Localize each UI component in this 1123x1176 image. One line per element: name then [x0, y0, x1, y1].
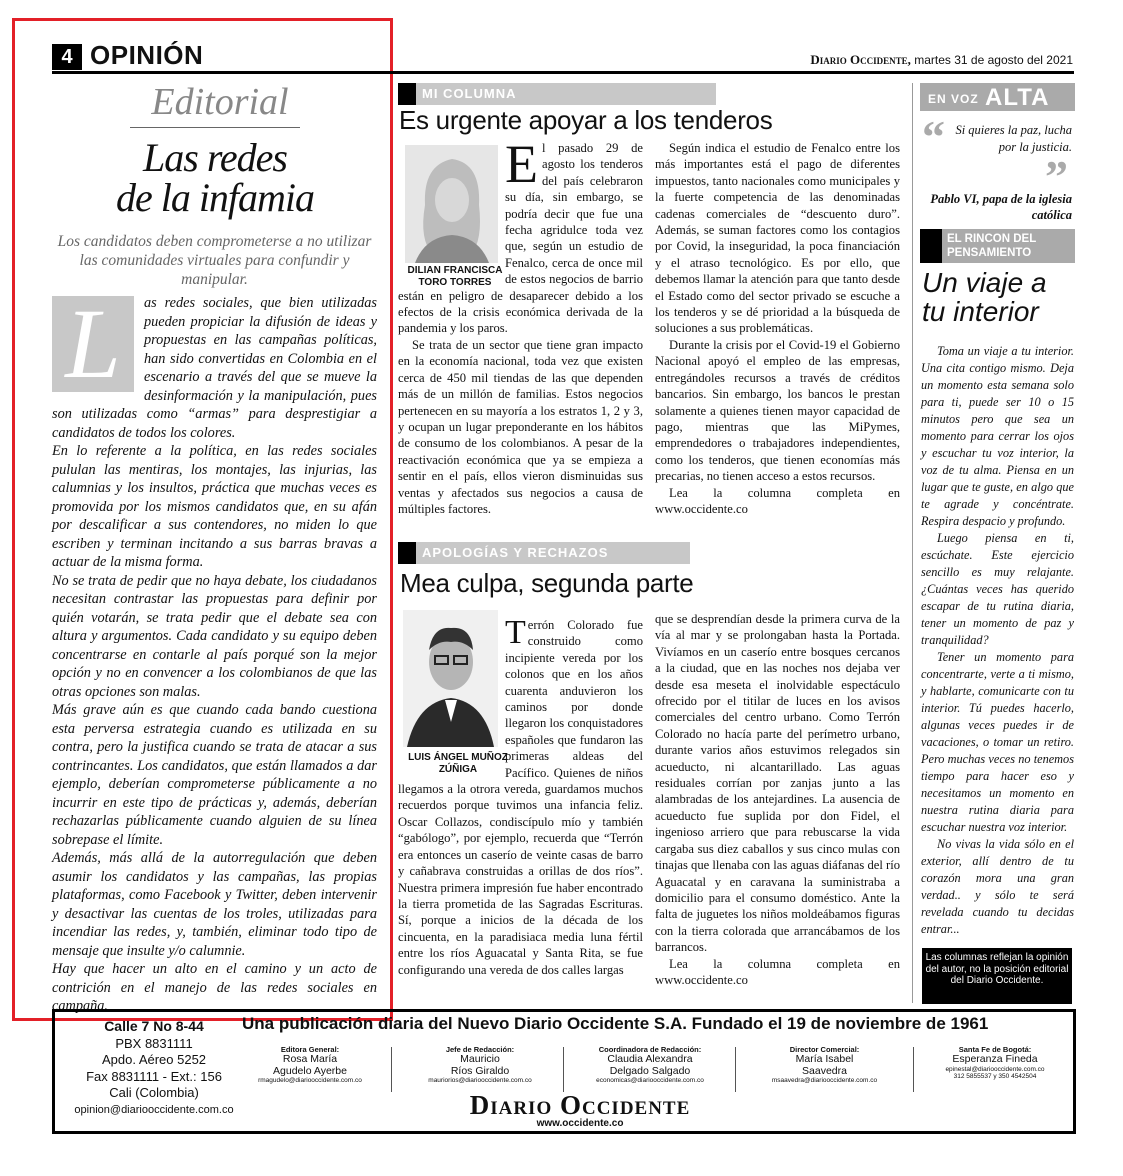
column1-paragraph: Durante la crisis por el Covid-19 el Gobierno Nacional apoyó el empleo de las empresas, entregándoles recursos a través de créditos bancarios. Sin embargo, los bancos le prestan solamente a quienes tienen mayor capacidad de pago, mientras que las MiPymes, emprendedores o trabajadores independientes, como los tenderos, que tienen economías más precarias, no tienen acceso a estos recursos.: [655, 337, 900, 484]
editorial-label: Editorial: [151, 81, 289, 123]
diario-occidente-logo: Diario Occidente: [469, 1090, 691, 1120]
rincon-tag: EL RINCON DEL PENSAMIENTO: [920, 229, 1075, 263]
editorial-body: [52, 288, 377, 1016]
editorial-paragraph: L as redes sociales, que bien utilizadas pueden propiciar la difusión de ideas y propuestas en las campañas políticas, han sido convertidas en Colombia en el escenario a través del que se mueve la desinformación y la manipulación, pues son utilizadas como “armas” para desprestigiar a candidatos de todos los colores.: [52, 288, 377, 441]
footer-contact: [54, 1018, 254, 1118]
author-caption-toro: DILIAN FRANCISCA TORO TORRES: [407, 265, 503, 288]
column2-paragraph: Terrón Colorado fue construido como incipiente vereda por los colonos que en los años cuarenta anduvieron los caminos por donde llegaron los conquistadores españoles que fundaron las primeras aldeas del Pacífico. Quienes de niños llegamos a la otrora vereda, guardamos muchos recuerdos porque tuvimos una infancia feliz. Oscar Collazos, condiscípulo mío y también “gabólogo”, por ejemplo, recuerda que “Terrón era entonces un caserío de veinte casas de barro y cañabrava construidas a orillas de dos ríos”. Nuestra primera impresión fue haber encontrado la tierra prometida de las Sagradas Escrituras. Sí, porque a inicios de la década de los cincuenta, en la paradisiaca media luna fértil entre los ríos Aguacatal y Santa Rita, se fue configurando una vereda de dos calles largas: [398, 614, 643, 977]
quote-author: Pablo VI, papa de la iglesia católica: [930, 192, 1072, 222]
rincon-paragraph: No vivas la vida sólo en el exterior, allí dentro de tu corazón mora una gran verdad.. y sólo te será revelada cuando tu decidas entrar...: [921, 837, 1074, 936]
section-title: OPINIÓN: [90, 40, 204, 70]
rincon-paragraph: Luego piensa en ti, escúchate. Este ejercicio sencillo es muy relajante. ¿Cuántas veces has querido escapar de tu rutina diaria, tener un momento de paz y tranquilidad?: [921, 531, 1074, 647]
editorial-title: [60, 135, 370, 220]
disclaimer-box: Las columnas reflejan la opinión del autor, no la posición editorial del Diario Occidente.: [922, 948, 1072, 1004]
staff-divider: [563, 1047, 564, 1092]
column1-tag: MI COLUMNA: [398, 83, 716, 105]
footer-address: Calle 7 No 8-44: [104, 1018, 204, 1034]
column2-title: Mea culpa, segunda parte: [400, 568, 694, 598]
editorial-paragraph: Además, más allá de la autorregulación que deben asumir los candidatos y las campañas, las propias plataformas, como Facebook y Twitter, deben intervenir y desactivar las cuentas de los troles, utilizadas para incendiar las redes, y, también, eliminar todo tipo de mensaje que insulte y/o calumnie.: [52, 850, 377, 959]
rincon-body: [921, 343, 1074, 938]
page-number: 4: [52, 44, 82, 70]
footer-pbx: PBX 8831111: [115, 1035, 193, 1051]
editorial-rule: [130, 127, 300, 128]
column2-tag: APOLOGÍAS Y RECHAZOS: [398, 542, 690, 564]
column1-paragraph: Se trata de un sector que tiene gran impacto en la economía nacional, toda vez que existen cerca de 450 mil tiendas de las que dependen más de un millón de familias. Estos negocios pertenecen en su mayoría a los estratos 1, 2 y 3, y ocupan un lugar preponderante en los hábitos de consumo de los colombianos. A pesar de la reactivación económica que ya se empieza a sentir en el país, ellos vieron disminuidas sus ventas y afectados sus negocios a causa de múltiples factores.: [398, 337, 643, 516]
editorial-paragraph: No se trata de pedir que no haya debate, los ciudadanos necesitan contrastar las propuestas para definir por quién votarán, se trata pedir que el debate sea con altura y argumentos. Cada candidato y su equipo deben concentrarse en contarle al país porqué son la mejor opción y no en convencer a los colombianos de que las otras opciones son malas.: [52, 572, 377, 700]
editorial-paragraph: Hay que hacer un alto en el camino y un acto de contrición en el manejo de las redes sociales en campaña.: [52, 961, 377, 1014]
paper-name: Diario Occidente,: [810, 52, 911, 67]
footer-url[interactable]: www.occidente.co: [536, 1118, 624, 1129]
rincon-title: Un viaje a tu interior: [922, 267, 1047, 327]
date: martes 31 de agosto del 2021: [914, 53, 1073, 67]
footer-email[interactable]: opinion@diariooccidente.com.co: [74, 1103, 234, 1116]
en-voz-alta-tag: EN VOZ ALTA: [920, 83, 1075, 111]
column1-title: Es urgente apoyar a los tenderos: [399, 105, 773, 135]
open-quote-icon: “: [922, 111, 945, 162]
staff-comercial: Director Comercial: María Isabel Saavedra msaavedra@diariooccidente.com.co: [771, 1045, 878, 1084]
editorial-title-line1: Las redes: [143, 135, 287, 180]
read-more-link[interactable]: Lea la columna completa en www.occidente.co: [655, 485, 900, 516]
editorial-dropcap: L: [52, 296, 134, 392]
column1-paragraph: Según indica el estudio de Fenalco entre los más importantes está el pago de diferentes impuestos, tanto nacionales como municipales y la fuerte competencia de las denominadas cadenas comerciales de “descuento duro”. Además, se suman factores como los contagios por Covid, la inseguridad, la poca financiación y el atraso tecnológico. Es por ello, que debemos llamar la atención para que tanto desde el Estado como del sector privado se escuche a los tenderos y se dé prioridad a la búsqueda de soluciones a sus problemáticas.: [655, 141, 900, 336]
footer-apdo: Apdo. Aéreo 5252: [101, 1052, 207, 1067]
footer-headline: Una publicación diaria del Nuevo Diario Occidente S.A. Fundado el 19 de noviembre de 1961: [242, 1014, 989, 1033]
staff-divider: [913, 1047, 914, 1092]
staff-divider: [391, 1047, 392, 1092]
column1-left-text: [398, 134, 643, 517]
staff-bogota: Santa Fe de Bogotá: Esperanza Fineda epinestal@diariooccidente.com.co 312 5855537 y 350 4542504: [945, 1045, 1045, 1080]
column1-paragraph: El pasado 29 de agosto los tenderos del país celebraron su día, sin embargo, se podría decir que fue una fecha agridulce toda vez que, según un estudio de Fenalco, cerca de once mil de estos negocios de barrio están en peligro de desaparecer debido a los efectos de la crisis económica derivada de la pandemia y los paros.: [398, 134, 643, 336]
editorial-paragraph: Más grave aún es que cuando cada bando cuestiona esta perversa estrategia cuando es utilizada en su contra, pero la justifica cuando se trata de atacar a sus contrincantes. Los candidatos, que están llamados a dar ejemplo, deberían comprometerse públicamente a no incurrir en este tipo de prácticas y, además, deberían rechazarlas públicamente cuando alguien de su línea sobrepase el límite.: [52, 702, 377, 848]
quote-text: Si quieres la paz, lucha por la justicia.: [955, 123, 1072, 154]
close-quote-icon: ”: [1045, 151, 1068, 202]
staff-coordinadora: Coordinadora de Redacción: Claudia Alexandra Delgado Salgado economicas@diariooccidente.com.co: [596, 1045, 704, 1084]
footer-fax: Fax 8831111 - Ext.: 156: [86, 1068, 222, 1084]
column1-dropcap: E: [505, 134, 538, 194]
dateline: [810, 52, 1073, 68]
editorial-paragraph: En lo referente a la política, en las redes sociales pululan las mentiras, los montajes, las injurias, las calumnias y los insultos, práctica que muchas veces es promovida por los mismos candidatos que, en su afán por descalificar a sus contendores, no miden lo que escriben y terminan incitando a sus barras bravas a actuar de la misma forma.: [52, 443, 377, 570]
rincon-paragraph: Tener un momento para concentrarte, verte a ti mismo, y hablarte, comunicarte con tu interior. Tú puedes hacerlo, algunas veces puedes ir de vacaciones, o tomar un retiro. Pero muchas veces no tenemos tiempo para hacer eso y necesitamos un momento en nuestra rutina diaria para escuchar nuestra voz interior.: [921, 650, 1074, 834]
column-divider: [912, 83, 913, 1003]
editorial-title-line2: de la infamia: [115, 175, 315, 220]
column2-paragraph: que se desprendían desde la primera curva de la vía al mar y se prolongaban hasta la Portada. Vivíamos en un caserío entre bosques cercanos a la ciudad, que en las noches nos dejaba ver desde esa meseta el inolvidable espectáculo ofrecido por el titilar de luces en los avisos comerciales del centro urbano. Como Terrón Colorado no hacía parte del perímetro urbano, durante varios años estuvimos relegados sin acueducto, ni alcantarillado. Las aguas residuales corrían por zanjas junto a las alambradas de los antejardines. La ausencia de acueducto fue suplida por don Fidel, el ingenioso arriero que para rebuscarse la vida cargaba sus diez caballos y sus cinco mulas con tinajas que llenaba con las aguas diáfanas del río Aguacatal y en caravana la suministraba a domicilio para el consumo doméstico. Ante la falta de juguetes los niños moldeábamos figuras con la tierra colorada que arrancábamos de los barrancos.: [655, 612, 900, 955]
rincon-paragraph: Toma un viaje a tu interior. Una cita contigo mismo. Deja un momento esta semana solo para ti, puede ser 10 o 15 minutos pero que sea un momento para cerrar los ojos y escuchar tu voz interior, la voz de tu alma. Piensa en un lugar que te guste, en algo que te agrade y concéntrate. Respira despacio y profundo.: [921, 344, 1074, 528]
staff-jefe: Jefe de Redacción: Mauricio Ríos Giraldo mauriorios@diariooccidente.com.co: [428, 1045, 532, 1084]
staff-divider: [735, 1047, 736, 1092]
column1-right-text: [655, 140, 900, 517]
author-caption-munoz: LUIS ÁNGEL MUÑOZ ZÚÑIGA: [408, 752, 508, 775]
read-more-link[interactable]: Lea la columna completa en www.occidente.co: [655, 956, 900, 987]
header-rule: [52, 71, 1074, 74]
column2-left-text: [398, 614, 643, 978]
editorial-deck: Los candidatos deben comprometerse a no utilizar las comunidades virtuales para confundir y manipular.: [57, 233, 372, 288]
footer-city: Cali (Colombia): [109, 1085, 199, 1100]
column2-right-text: [655, 611, 900, 988]
column2-dropcap: T: [505, 614, 526, 651]
staff-editora: Editora General: Rosa María Agudelo Ayerbe rmagudelo@diariooccidente.com.co: [258, 1045, 362, 1084]
